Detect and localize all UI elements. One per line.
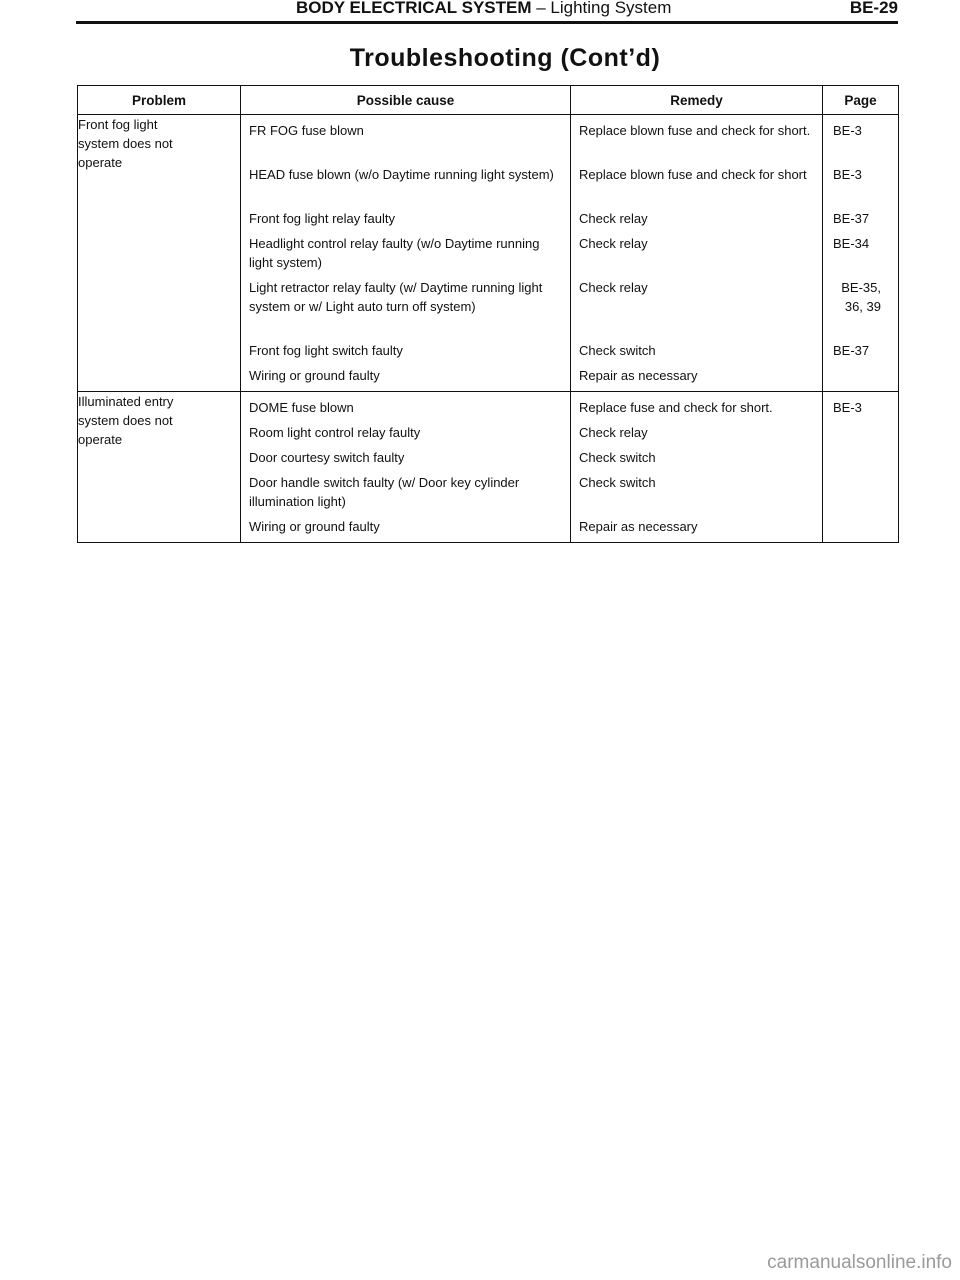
table-row-illuminated-entry: [78, 392, 899, 543]
header-rule: [76, 21, 898, 24]
cause-item: HEAD fuse blown (w/o Daytime running light system): [249, 167, 554, 182]
cause-item: Headlight control relay faulty (w/o Daytime running light system): [249, 236, 540, 270]
remedy-item: Replace fuse and check for short.: [579, 400, 773, 415]
cause-item: Door handle switch faulty (w/ Door key cylinder illumination light): [249, 475, 520, 509]
cause-item: Light retractor relay faulty (w/ Daytime running light system or w/ Light auto turn off system): [249, 280, 543, 314]
column-header-remedy: Remedy: [571, 86, 823, 115]
problem-cell: [78, 392, 241, 543]
cause-item: Front fog light relay faulty: [249, 211, 395, 226]
remedy-item: Check switch: [579, 343, 656, 358]
section-title: [296, 0, 671, 18]
remedy-item: Replace blown fuse and check for short.: [579, 123, 811, 138]
page-ref: BE-3: [833, 400, 862, 415]
watermark: carmanualsonline.info: [767, 1252, 952, 1273]
remedy-cell: [571, 115, 823, 392]
page-ref: BE-34: [833, 236, 870, 251]
remedy-item: Repair as necessary: [579, 519, 698, 534]
page-ref: [831, 366, 892, 385]
page-ref: BE-37: [833, 343, 870, 358]
remedy-cell: [571, 392, 823, 543]
problem-text: Front fog light system does not operate: [78, 117, 173, 170]
page-ref: BE-37: [833, 211, 870, 226]
section-title-subtitle: – Lighting System: [531, 0, 672, 17]
remedy-item: Check relay: [579, 425, 648, 440]
page-title: Troubleshooting (Cont’d): [349, 44, 661, 72]
cause-item: Wiring or ground faulty: [249, 368, 380, 383]
remedy-item: Check relay: [579, 211, 648, 226]
remedy-item: Replace blown fuse and check for short: [579, 167, 807, 182]
remedy-item: Check relay: [579, 280, 648, 295]
problem-cell: [78, 115, 241, 392]
page-cell: [823, 392, 899, 543]
troubleshooting-table: [77, 85, 899, 543]
column-header-problem: Problem: [78, 86, 241, 115]
section-title-bold: BODY ELECTRICAL SYSTEM: [296, 0, 532, 17]
column-header-page: Page: [823, 86, 899, 115]
page-header: [76, 0, 898, 22]
remedy-item: Check relay: [579, 236, 648, 251]
cause-item: Door courtesy switch faulty: [249, 450, 405, 465]
cause-cell: [241, 115, 571, 392]
page-ref: BE-35, 36, 39: [841, 280, 881, 314]
cause-item: Front fog light switch faulty: [249, 343, 403, 358]
cause-item: FR FOG fuse blown: [249, 123, 364, 138]
remedy-item: Repair as necessary: [579, 368, 698, 383]
remedy-item: Check switch: [579, 475, 656, 490]
problem-text: Illuminated entry system does not operate: [78, 394, 174, 447]
table-row-front-fog-light: [78, 115, 899, 392]
table-header-row: [78, 86, 899, 115]
page-ref: BE-3: [833, 123, 862, 138]
page-number: BE-29: [849, 0, 898, 17]
page-ref: BE-3: [833, 167, 862, 182]
cause-item: Wiring or ground faulty: [249, 519, 380, 534]
cause-item: Room light control relay faulty: [249, 425, 421, 440]
cause-item: DOME fuse blown: [249, 400, 354, 415]
page-cell: [823, 115, 899, 392]
cause-cell: [241, 392, 571, 543]
remedy-item: Check switch: [579, 450, 656, 465]
column-header-possible-cause: Possible cause: [241, 86, 571, 115]
